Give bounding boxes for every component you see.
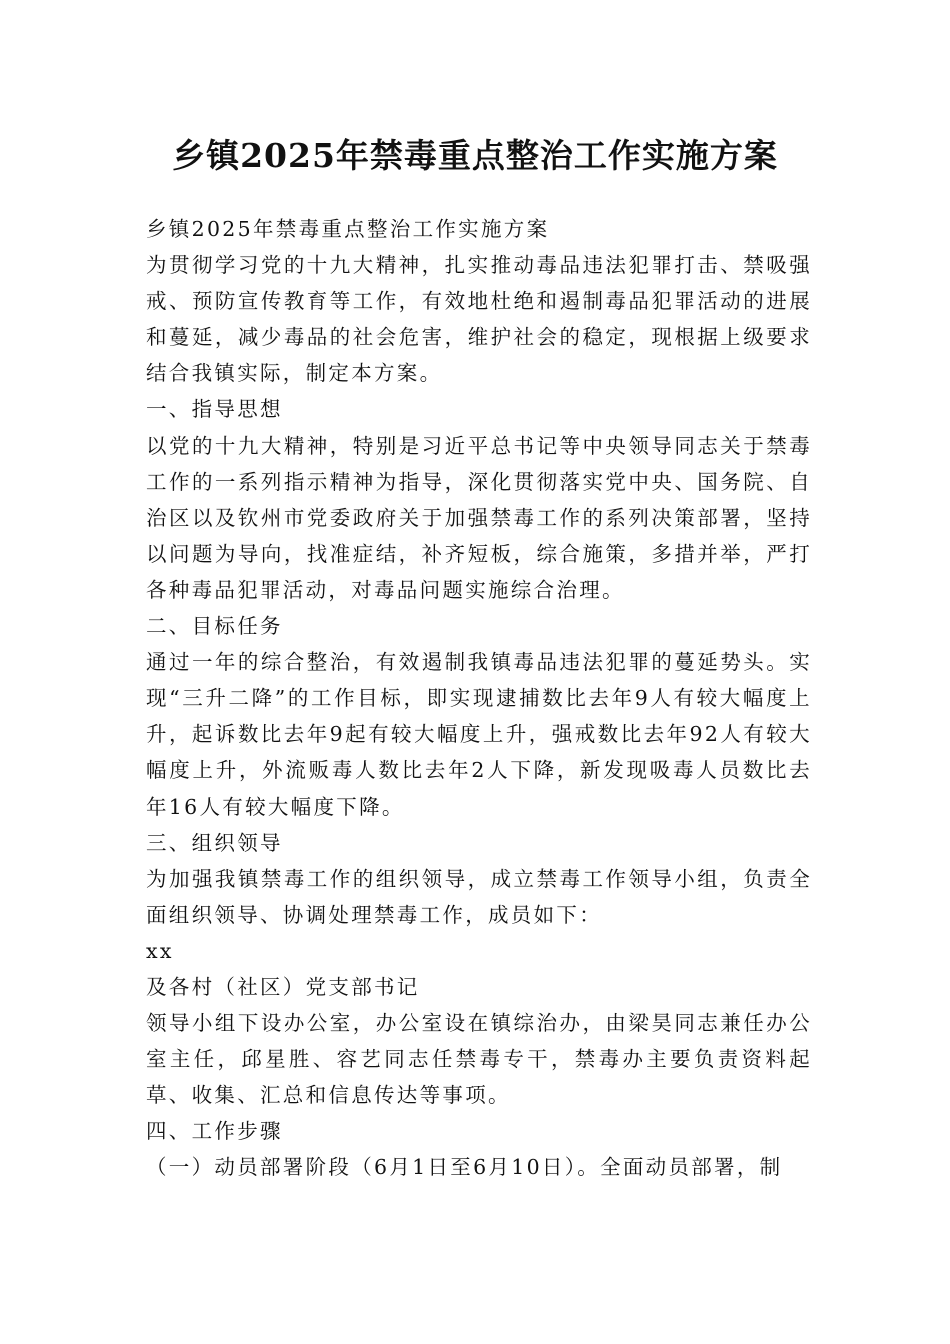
leadership-paragraph: 为加强我镇禁毒工作的组织领导，成立禁毒工作领导小组，负责全面组织领导、协调处理禁毒工作，成员如下： xyxy=(146,866,812,927)
work-step-1-paragraph: （一）动员部署阶段（6月1日至6月10日）。全面动员部署，制 xyxy=(146,1155,783,1180)
subtitle-paragraph: 乡镇2025年禁毒重点整治工作实施方案 xyxy=(146,217,550,241)
guiding-ideology-paragraph: 以党的十九大精神，特别是习近平总书记等中央领导同志关于禁毒工作的一系列指示精神为指导，深化贯彻落实党中央、国务院、自治区以及钦州市党委政府关于加强禁毒工作的系列决策部署，坚持以问题为导向，找准症结，补齐短板，综合施策，多措并举，严打各种毒品犯罪活动，对毒品问题实施综合治理。 xyxy=(146,433,812,602)
section-heading-guiding-ideology: 一、指导思想 xyxy=(146,397,283,422)
goals-paragraph: 通过一年的综合整治，有效遏制我镇毒品违法犯罪的蔓延势头。实现“三升二降”的工作目标，即实现逮捕数比去年9人有较大幅度上升，起诉数比去年9起有较大幅度上升，强戒数比去年92人有较大幅度上升，外流贩毒人数比去年2人下降，新发现吸毒人员数比去年16人有较大幅度下降。 xyxy=(146,650,812,819)
section-heading-leadership: 三、组织领导 xyxy=(146,830,283,855)
leadership-member-placeholder: xx xyxy=(146,938,174,963)
office-paragraph: 领导小组下设办公室，办公室设在镇综治办，由梁昊同志兼任办公室主任，邱星胜、容艺同志任禁毒专干，禁毒办主要负责资料起草、收集、汇总和信息传达等事项。 xyxy=(146,1011,812,1108)
document-body xyxy=(146,211,812,1186)
document-title: 乡镇2025年禁毒重点整治工作实施方案 xyxy=(172,136,778,175)
section-heading-goals: 二、目标任务 xyxy=(146,614,283,639)
section-heading-work-steps: 四、工作步骤 xyxy=(146,1119,283,1144)
intro-paragraph: 为贯彻学习党的十九大精神，扎实推动毒品违法犯罪打击、禁吸强戒、预防宣传教育等工作，有效地杜绝和遏制毒品犯罪活动的进展和蔓延，减少毒品的社会危害，维护社会的稳定，现根据上级要求结合我镇实际，制定本方案。 xyxy=(146,253,812,386)
leadership-member-branch-secretaries: 及各村（社区）党支部书记 xyxy=(146,974,420,999)
